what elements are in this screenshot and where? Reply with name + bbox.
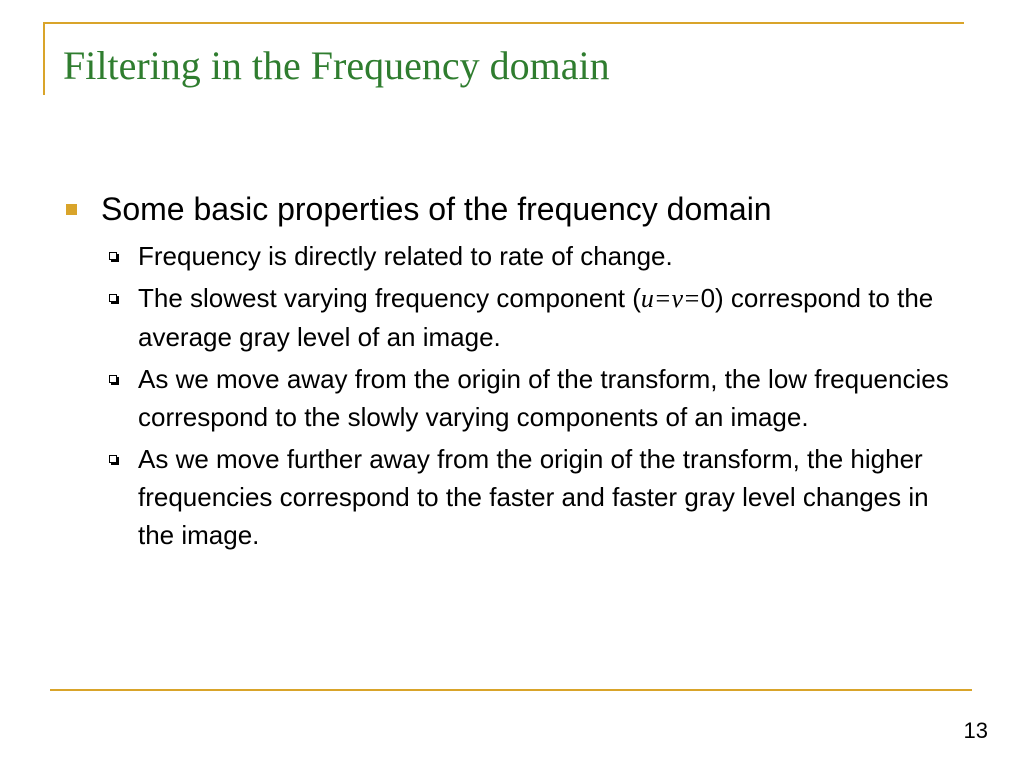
page-number: 13 — [963, 718, 988, 743]
sub-bullet-text-after: 0) correspond to the average gray level of an image. — [138, 283, 934, 352]
sub-bullet-list — [101, 237, 962, 554]
sub-bullet-text-before: The slowest varying frequency component ( — [138, 283, 641, 313]
hollow-square-bullet-icon — [109, 294, 117, 302]
sub-bullet-text: As we move further away from the origin of the transform, the higher frequencies correspond to the faster and faster gray level changes in the image. — [138, 444, 929, 550]
hollow-square-bullet-icon — [109, 455, 117, 463]
slide-title: Filtering in the Frequency domain — [63, 43, 610, 88]
sub-bullet-item — [101, 360, 962, 436]
bullet-item — [62, 188, 962, 554]
sub-bullet-item — [101, 279, 962, 356]
sub-bullet-text: As we move away from the origin of the transform, the low frequencies correspond to the slowly varying components of an image. — [138, 364, 949, 432]
math-expression: u=v= — [640, 284, 701, 313]
sub-bullet-item — [101, 440, 962, 554]
bullet-list — [62, 188, 962, 558]
bullet-text: Some basic properties of the frequency domain — [101, 191, 772, 227]
square-bullet-icon — [66, 204, 77, 215]
sub-bullet-item — [101, 237, 962, 275]
title-frame-top-line — [43, 22, 964, 24]
title-frame-left-line — [43, 22, 45, 95]
sub-bullet-text: Frequency is directly related to rate of change. — [138, 241, 673, 271]
hollow-square-bullet-icon — [109, 375, 117, 383]
footer-divider — [50, 689, 972, 691]
hollow-square-bullet-icon — [109, 252, 117, 260]
